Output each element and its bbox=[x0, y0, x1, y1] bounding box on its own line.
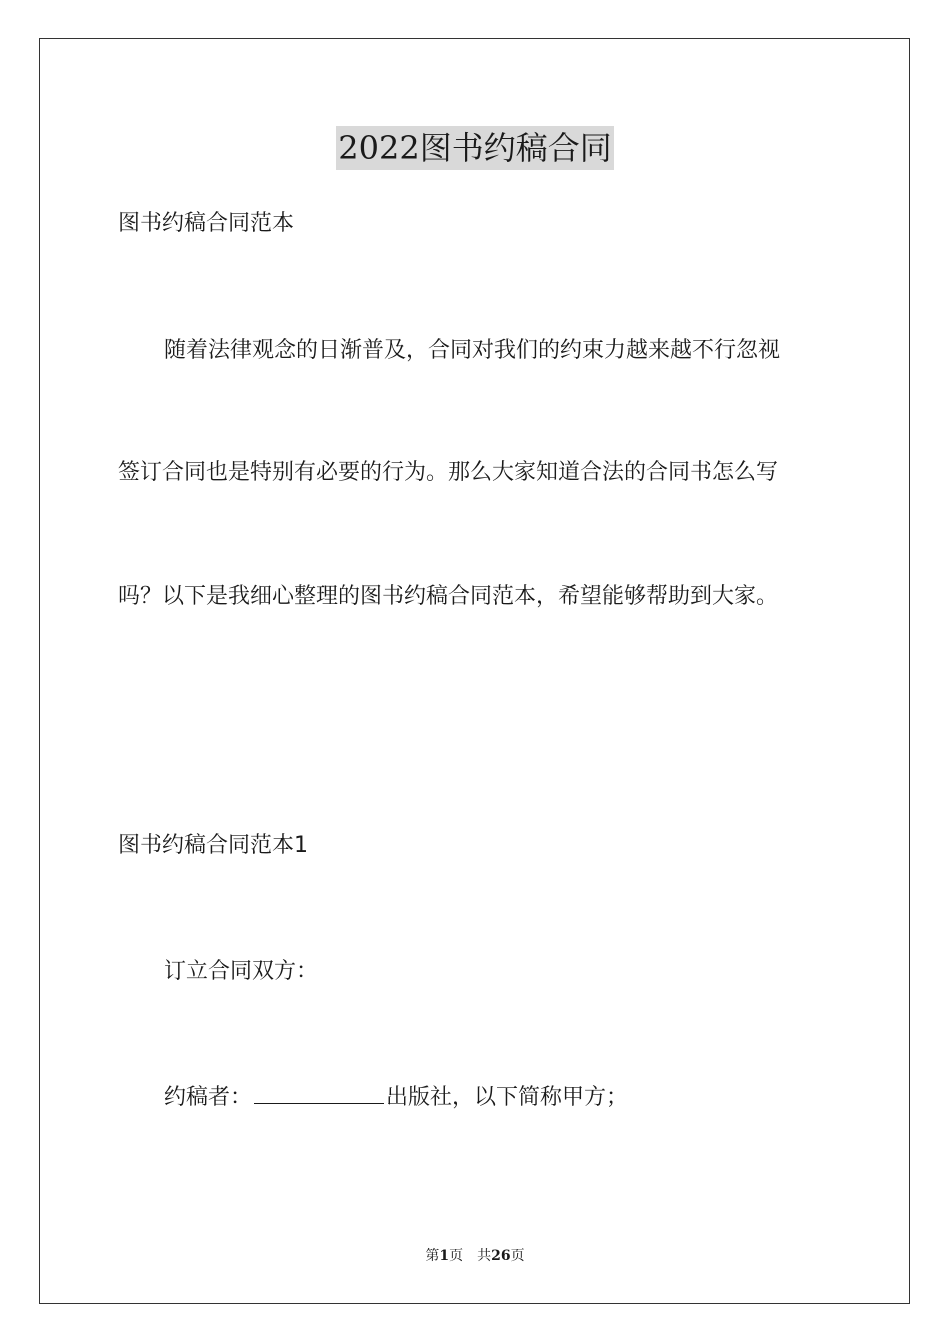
title-container bbox=[0, 126, 950, 170]
party-a-blank bbox=[254, 1081, 384, 1104]
footer-current-page: 1 bbox=[439, 1248, 450, 1264]
document-subtitle: 图书约稿合同范本 bbox=[118, 211, 295, 236]
page-footer bbox=[0, 1246, 950, 1266]
intro-line-2: 签订合同也是特别有必要的行为。那么大家知道合法的合同书怎么写 bbox=[118, 460, 779, 485]
party-a-prefix: 约稿者： bbox=[164, 1085, 253, 1110]
footer-total-prefix: 共 bbox=[477, 1248, 492, 1264]
footer-total-suffix: 页 bbox=[510, 1248, 525, 1264]
party-a-line bbox=[164, 1081, 628, 1113]
intro-line-1: 随着法律观念的日渐普及，合同对我们的约束力越来越不行忽视 bbox=[164, 338, 781, 363]
footer-page-suffix: 页 bbox=[449, 1248, 464, 1264]
party-a-suffix: 出版社，以下简称甲方； bbox=[386, 1085, 629, 1110]
parties-heading: 订立合同双方： bbox=[164, 959, 319, 984]
document-title: 2022图书约稿合同 bbox=[336, 126, 613, 170]
footer-page-prefix: 第 bbox=[425, 1248, 440, 1264]
section-heading: 图书约稿合同范本1 bbox=[118, 833, 308, 858]
intro-line-3: 吗？以下是我细心整理的图书约稿合同范本，希望能够帮助到大家。 bbox=[118, 584, 779, 609]
footer-total-pages: 26 bbox=[491, 1248, 511, 1264]
